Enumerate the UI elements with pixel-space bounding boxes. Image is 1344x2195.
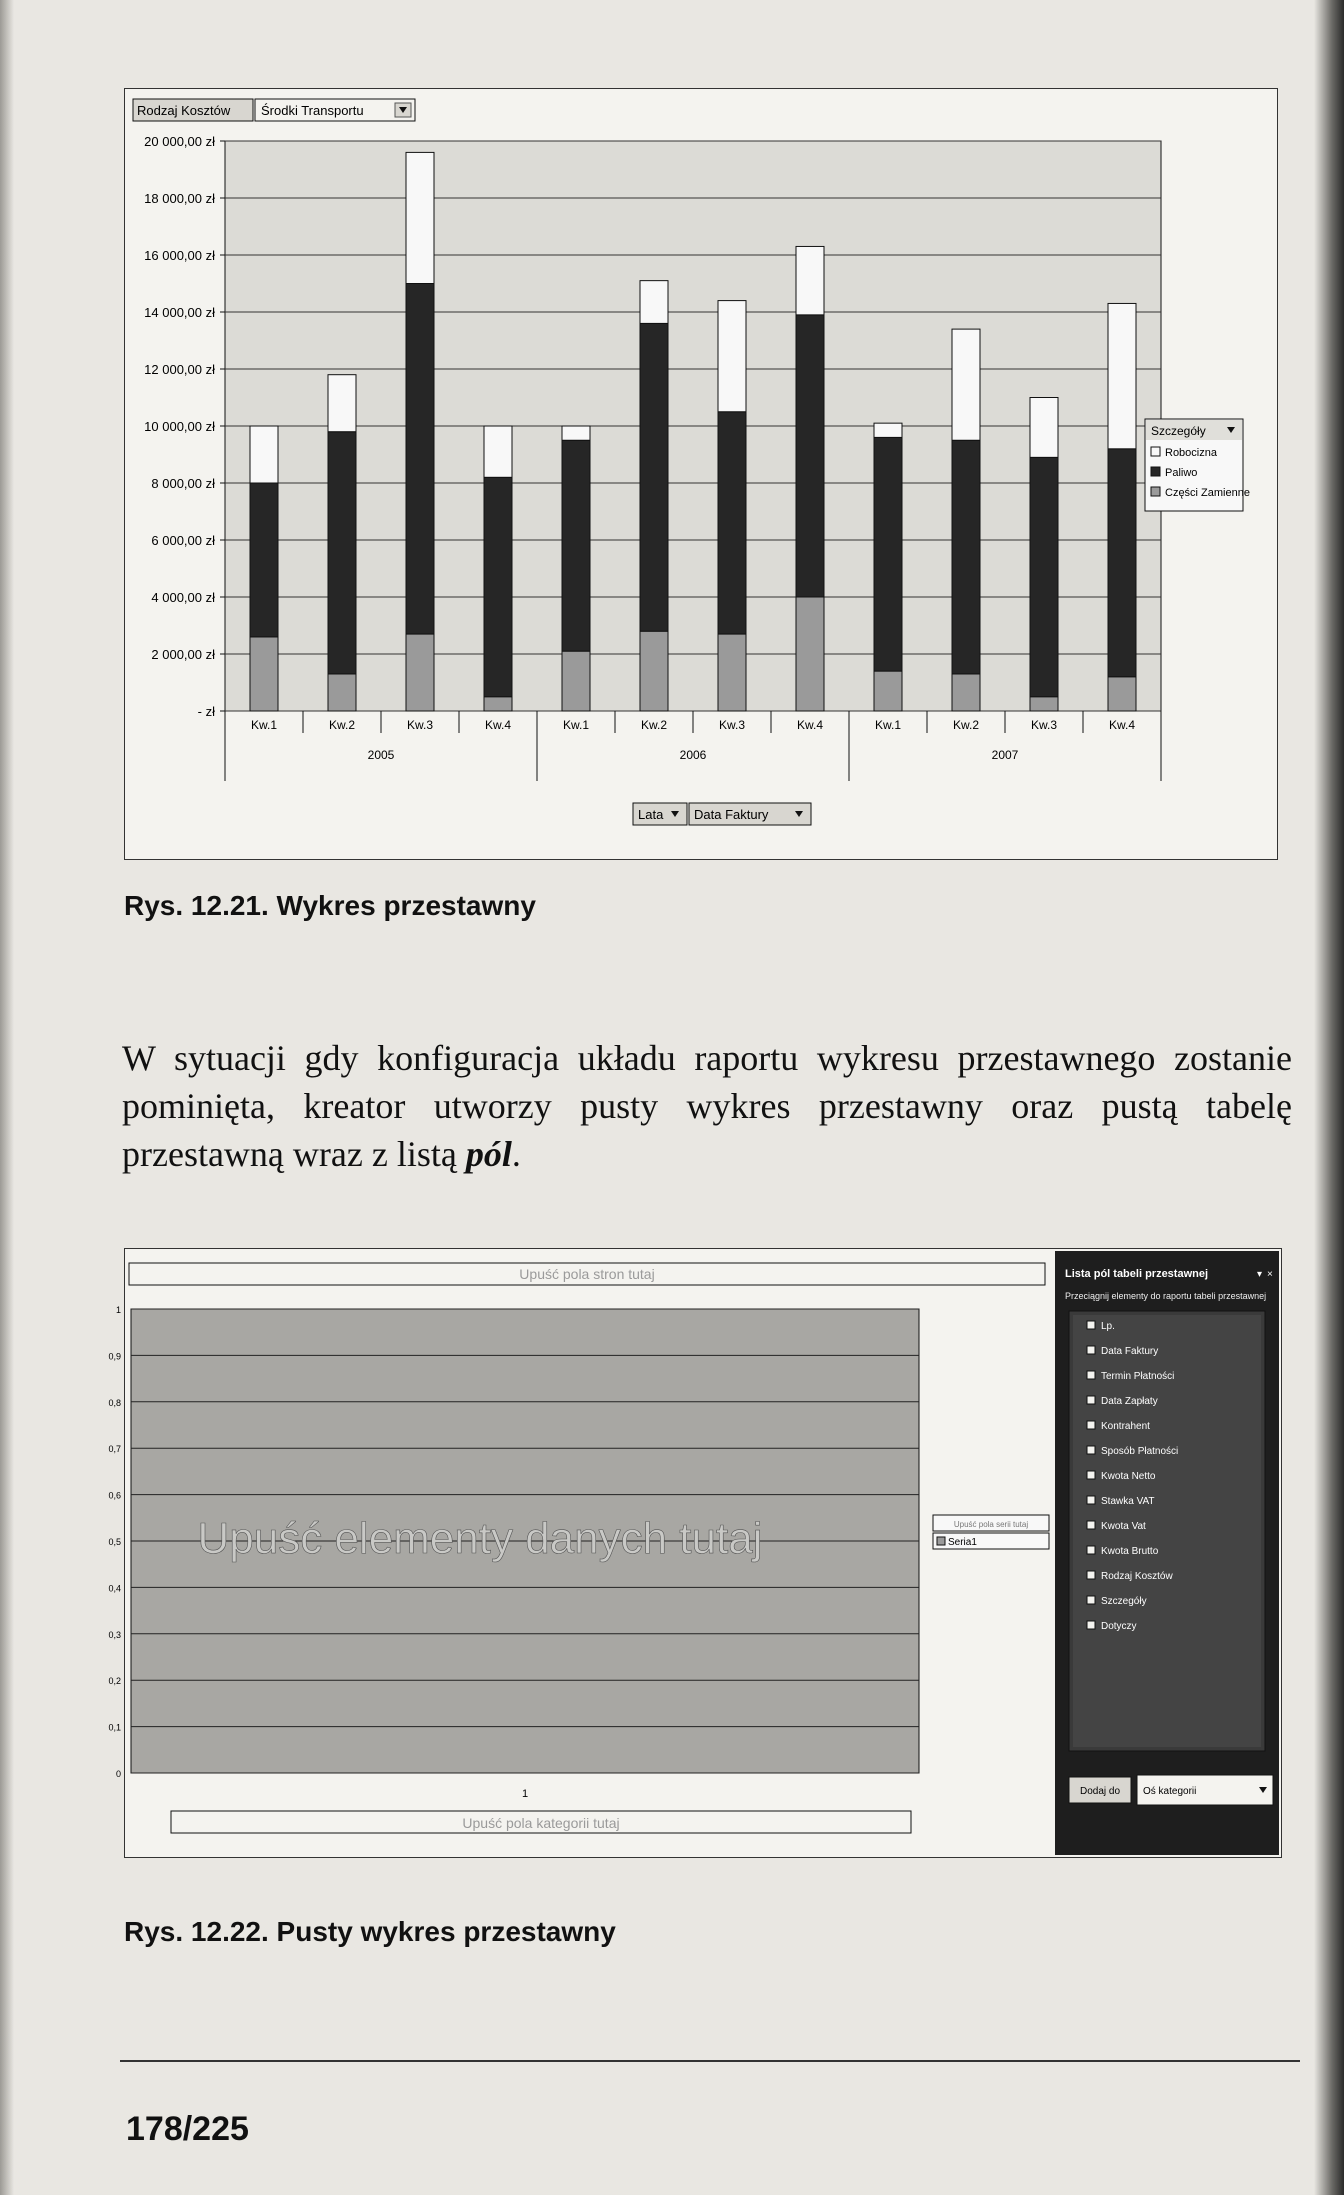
bar-segment-robocizna (952, 329, 980, 440)
bar-segment-robocizna (718, 301, 746, 412)
field-item: Kwota Netto (1101, 1471, 1156, 1482)
bar-segment-robocizna (640, 281, 668, 324)
bar-segment-cz-ci-zamienne (562, 651, 590, 711)
y-tick-label: - zł (197, 704, 215, 719)
field-item: Termin Płatności (1101, 1371, 1175, 1382)
y-tick-label: 4 000,00 zł (151, 590, 215, 605)
y-tick-label: 0,3 (108, 1629, 121, 1640)
y-tick-label: 0,4 (108, 1583, 121, 1594)
bar-segment-cz-ci-zamienne (718, 634, 746, 711)
y-tick-label: 14 000,00 zł (144, 305, 215, 320)
bar-segment-paliwo (640, 323, 668, 631)
field-checkbox (1087, 1571, 1095, 1579)
field-checkbox (1087, 1346, 1095, 1354)
legend-title: Szczegóły (1151, 424, 1206, 438)
bar-segment-cz-ci-zamienne (1108, 677, 1136, 711)
bar-segment-robocizna (796, 246, 824, 314)
x-tick-label: Kw.2 (640, 718, 668, 732)
y-tick-label: 0,6 (108, 1490, 121, 1501)
y-tick-label: 10 000,00 zł (144, 419, 215, 434)
bar-segment-robocizna (1030, 398, 1058, 458)
category-fields-drop-label: Upuść pola kategorii tutaj (462, 1815, 620, 1831)
footer-rule (120, 2060, 1300, 2062)
field-item: Kwota Brutto (1101, 1546, 1159, 1557)
x-tick-label: Kw.1 (874, 718, 902, 732)
field-checkbox (1087, 1621, 1095, 1629)
series-drop-label: Upuść pola serii tutaj (953, 1520, 1029, 1529)
dropdown-icon[interactable]: ▾ (1257, 1269, 1263, 1280)
field-checkbox (1087, 1496, 1095, 1504)
bar-segment-paliwo (328, 432, 356, 674)
bar-segment-cz-ci-zamienne (406, 634, 434, 711)
field-checkbox (1087, 1546, 1095, 1554)
y-tick-label: 12 000,00 zł (144, 362, 215, 377)
field-item: Kontrahent (1101, 1421, 1150, 1432)
field-checkbox (1087, 1446, 1095, 1454)
page-fields-drop-label: Upuść pola stron tutaj (519, 1266, 655, 1282)
bar-segment-paliwo (874, 437, 902, 671)
paragraph-emphasis: pól (465, 1134, 512, 1174)
pivot-chart-svg (125, 89, 1277, 859)
bar-segment-cz-ci-zamienne (250, 637, 278, 711)
x-group-label: 2007 (991, 748, 1019, 762)
bar-segment-paliwo (1108, 449, 1136, 677)
field-list-instructions: Przeciągnij elementy do raportu tabeli przestawnej (1065, 1291, 1267, 1301)
y-tick-label: 2 000,00 zł (151, 647, 215, 662)
x-tick-label: Kw.4 (1108, 718, 1136, 732)
axis-field-buttons (633, 803, 811, 825)
x-tick-label: Kw.3 (406, 718, 434, 732)
bar-segment-robocizna (328, 375, 356, 432)
bar-segment-cz-ci-zamienne (484, 697, 512, 711)
bar-segment-cz-ci-zamienne (874, 671, 902, 711)
figure-pivot-chart (124, 88, 1278, 860)
x-tick-label: Kw.2 (328, 718, 356, 732)
data-items-drop-label[interactable]: Upuść elementy danych tutaj (197, 1514, 763, 1563)
field-checkbox (1087, 1471, 1095, 1479)
x-tick-label: Kw.1 (562, 718, 590, 732)
bar-segment-cz-ci-zamienne (1030, 697, 1058, 711)
bar-segment-paliwo (484, 477, 512, 696)
field-item: Data Zapłaty (1101, 1396, 1158, 1407)
y-tick-label: 0,8 (108, 1397, 121, 1408)
bar-segment-paliwo (796, 315, 824, 597)
bar-segment-robocizna (250, 426, 278, 483)
page-gutter-shadow (0, 0, 14, 2195)
y-tick-label: 0,5 (108, 1537, 121, 1547)
x-tick-label: 1 (521, 1788, 529, 1800)
bar-segment-robocizna (484, 426, 512, 477)
field-item: Rodzaj Kosztów (1101, 1571, 1173, 1582)
legend-swatch-paliwo (1151, 467, 1160, 476)
bar-segment-robocizna (1108, 303, 1136, 448)
field-item: Lp. (1101, 1321, 1115, 1332)
page-field-buttons (133, 99, 415, 121)
field-checkbox (1087, 1421, 1095, 1429)
y-tick-label: 20 000,00 zł (144, 134, 215, 149)
field-list-title: Lista pól tabeli przestawnej (1065, 1268, 1209, 1280)
legend-swatch-robocizna (1151, 447, 1160, 456)
field-checkbox (1087, 1596, 1095, 1604)
empty-chart-svg (108, 1249, 1281, 1857)
pivot-field-list-panel (1055, 1251, 1279, 1855)
paragraph-end: . (511, 1134, 521, 1174)
y-tick-label: 8 000,00 zł (151, 476, 215, 491)
y-tick-label: 0 (115, 1769, 121, 1779)
bar-segment-robocizna (562, 426, 590, 440)
legend-item-robocizna: Robocizna (1165, 447, 1217, 459)
chart2-x-axis (522, 1788, 528, 1800)
x-tick-label: Kw.3 (718, 718, 746, 732)
target-area-value: Oś kategorii (1143, 1786, 1197, 1797)
axis-field-label-lata: Lata (638, 807, 664, 822)
y-tick-label: 0,2 (108, 1676, 121, 1687)
page-field-value-srodki: Środki Transportu (261, 103, 364, 118)
field-checkbox (1087, 1371, 1095, 1379)
y-tick-label: 1 (115, 1305, 121, 1315)
bar-segment-cz-ci-zamienne (952, 674, 980, 711)
series-legend-item: Seria1 (948, 1537, 977, 1548)
page-field-label-rodzaj: Rodzaj Kosztów (137, 103, 231, 118)
x-tick-label: Kw.4 (484, 718, 512, 732)
bar-segment-cz-ci-zamienne (328, 674, 356, 711)
close-icon[interactable]: × (1267, 1269, 1273, 1280)
field-item: Szczegóły (1101, 1596, 1147, 1607)
legend-item-czesci: Części Zamienne (1165, 487, 1250, 499)
bar-segment-robocizna (406, 152, 434, 283)
chart1-legend (1145, 419, 1250, 511)
field-checkbox (1087, 1396, 1095, 1404)
field-item: Kwota Vat (1101, 1521, 1146, 1532)
chart2-y-axis (108, 1305, 121, 1779)
bar-segment-paliwo (250, 483, 278, 637)
x-group-label: 2006 (679, 748, 707, 762)
bar-segment-paliwo (1030, 457, 1058, 696)
figure2-caption: Rys. 12.22. Pusty wykres przestawny (124, 1916, 616, 1947)
field-item: Sposób Płatności (1101, 1446, 1179, 1457)
y-tick-label: 18 000,00 zł (144, 191, 215, 206)
y-tick-label: 0,1 (108, 1722, 121, 1733)
y-tick-label: 16 000,00 zł (144, 248, 215, 263)
bar-segment-paliwo (562, 440, 590, 651)
add-to-button-label: Dodaj do (1079, 1786, 1121, 1797)
x-tick-label: Kw.1 (250, 718, 278, 732)
y-tick-label: 6 000,00 zł (151, 533, 215, 548)
legend-item-paliwo: Paliwo (1165, 467, 1198, 479)
figure-empty-pivot-chart (108, 1248, 1282, 1858)
field-checkbox (1087, 1521, 1095, 1529)
field-checkbox (1087, 1321, 1095, 1329)
bar-segment-paliwo (952, 440, 980, 674)
legend-swatch-seria1 (937, 1537, 945, 1545)
chart1-x-axis (225, 711, 1161, 781)
x-tick-label: Kw.3 (1030, 718, 1058, 732)
x-tick-label: Kw.4 (796, 718, 824, 732)
bar-segment-cz-ci-zamienne (640, 631, 668, 711)
page-number: 178/225 (126, 2110, 249, 2148)
page-edge-shadow (1314, 0, 1344, 2195)
chart1-y-axis (144, 134, 225, 719)
field-item: Data Faktury (1101, 1346, 1159, 1357)
body-paragraph (122, 1034, 1292, 1178)
bar-segment-robocizna (874, 423, 902, 437)
bar-segment-paliwo (406, 284, 434, 635)
axis-field-label-data: Data Faktury (694, 807, 769, 822)
bar-segment-cz-ci-zamienne (796, 597, 824, 711)
legend-swatch-czesci (1151, 487, 1160, 496)
x-group-label: 2005 (367, 748, 395, 762)
paragraph-text: W sytuacji gdy konfiguracja układu raportu wykresu przestawnego zostanie pominięta, kreator utworzy pusty wykres przestawny oraz pustą tabelę przestawną wraz z listą (122, 1038, 1292, 1174)
field-item: Dotyczy (1101, 1621, 1137, 1632)
figure1-caption: Rys. 12.21. Wykres przestawny (124, 890, 536, 921)
field-item: Stawka VAT (1101, 1496, 1155, 1507)
chart1-plot-area (225, 141, 1161, 711)
y-tick-label: 0,9 (108, 1351, 121, 1362)
bar-segment-paliwo (718, 412, 746, 634)
y-tick-label: 0,7 (108, 1444, 121, 1455)
x-tick-label: Kw.2 (952, 718, 980, 732)
